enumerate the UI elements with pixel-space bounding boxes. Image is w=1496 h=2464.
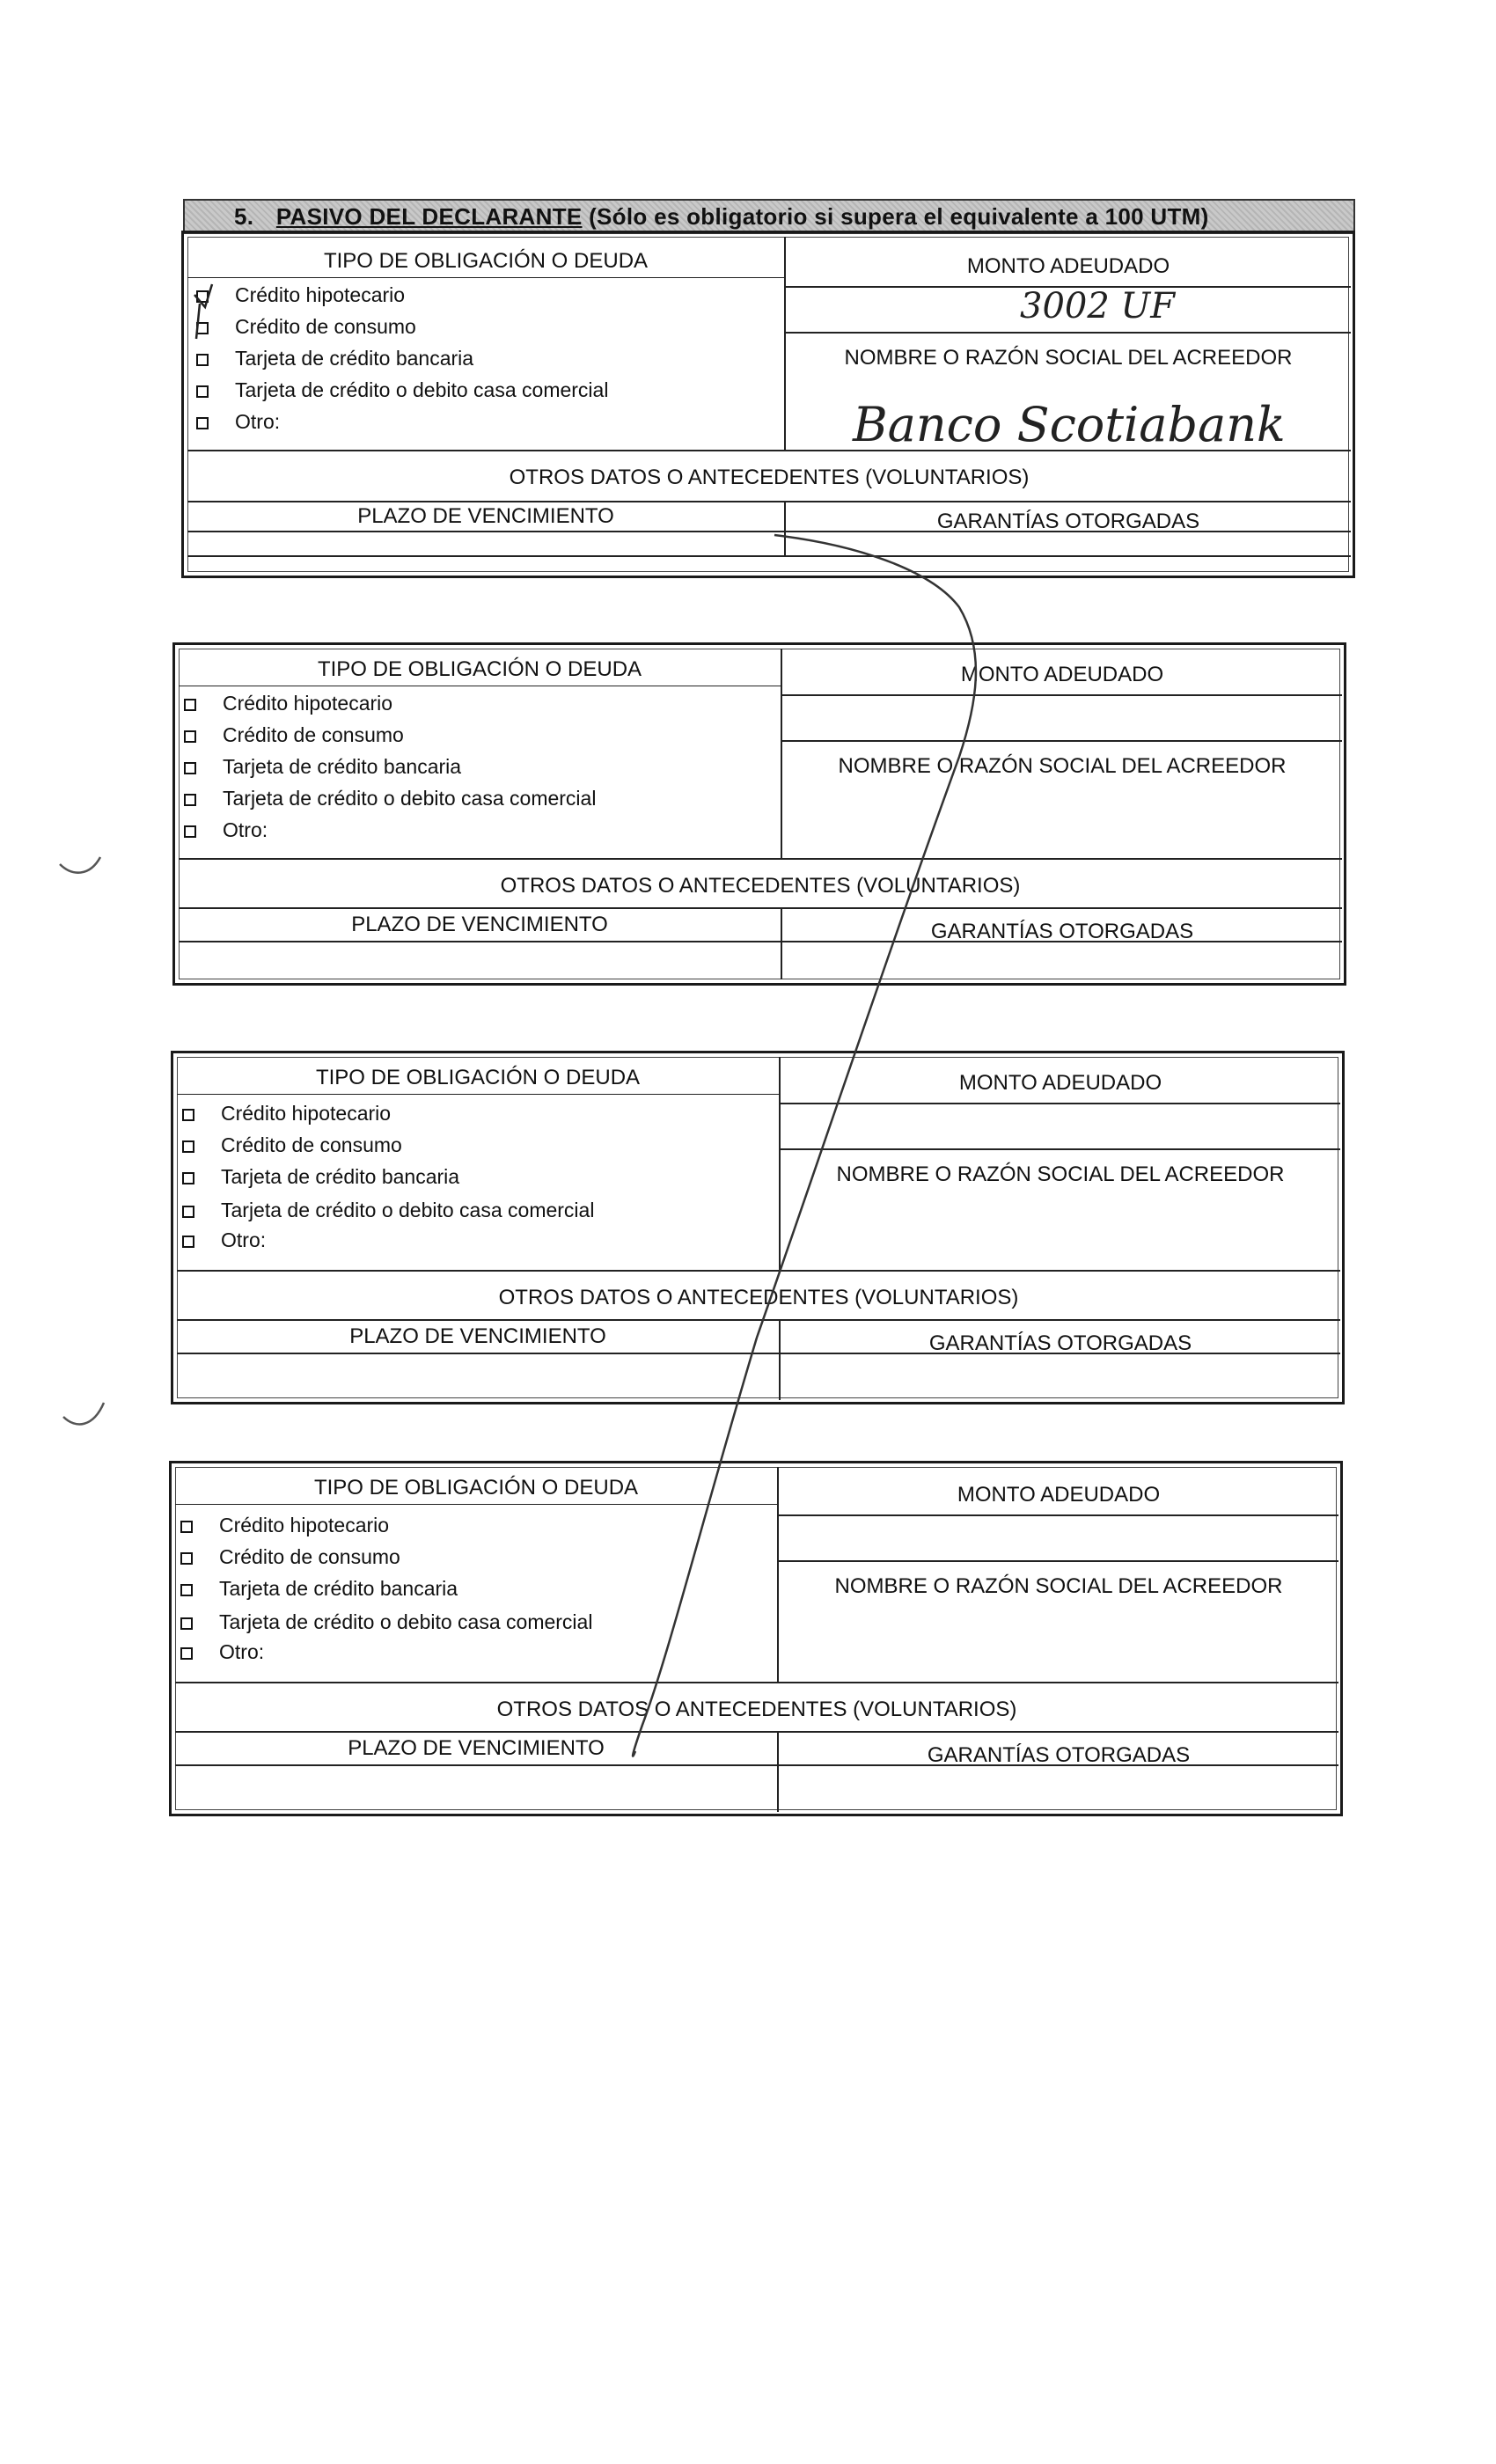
option-credito-consumo[interactable]: Crédito de consumo <box>196 314 416 339</box>
checkbox-icon[interactable] <box>180 1617 193 1630</box>
checkbox-icon[interactable] <box>182 1140 194 1153</box>
plazo-label: PLAZO DE VENCIMIENTO <box>348 1736 605 1760</box>
section-title: PASIVO DEL DECLARANTE <box>275 203 583 230</box>
tipo-label: TIPO DE OBLIGACIÓN O DEUDA <box>323 249 649 273</box>
acreedor-value: Banco Scotiabank <box>853 397 1286 452</box>
garantias-label: GARANTÍAS OTORGADAS <box>928 1331 1192 1355</box>
option-tarjeta-comercial[interactable]: Tarjeta de crédito o debito casa comercial <box>182 1198 594 1222</box>
otros-label: OTROS DATOS O ANTECEDENTES (VOLUNTARIOS) <box>509 466 1030 489</box>
option-credito-hipotecario[interactable]: Crédito hipotecario <box>180 1513 389 1537</box>
section-number: 5. <box>234 203 254 230</box>
monto-value: 3002 UF <box>1020 286 1175 326</box>
option-credito-consumo[interactable]: Crédito de consumo <box>182 1133 402 1157</box>
option-otro[interactable]: Otro: <box>182 1228 266 1252</box>
option-tarjeta-bancaria[interactable]: Tarjeta de crédito bancaria <box>182 1164 459 1189</box>
checkbox-icon[interactable] <box>184 699 196 711</box>
checkbox-icon[interactable] <box>184 730 196 743</box>
monto-label: MONTO ADEUDADO <box>960 663 1164 686</box>
option-otro[interactable]: Otro: <box>196 409 280 434</box>
binder-hole-mark-icon <box>58 1392 111 1445</box>
monto-label: MONTO ADEUDADO <box>966 254 1170 278</box>
option-credito-consumo[interactable]: Crédito de consumo <box>184 722 404 747</box>
checkbox-icon[interactable] <box>184 825 196 838</box>
debt-block-2 <box>172 642 1346 986</box>
checkbox-icon[interactable] <box>196 354 209 366</box>
checkbox-icon[interactable] <box>180 1584 193 1596</box>
section-header <box>183 199 1355 234</box>
garantias-label: GARANTÍAS OTORGADAS <box>927 1743 1191 1767</box>
plazo-label: PLAZO DE VENCIMIENTO <box>351 913 608 936</box>
checkbox-icon[interactable] <box>184 794 196 806</box>
debt-block-4 <box>169 1461 1343 1816</box>
handwritten-check-mark-icon <box>187 277 223 348</box>
option-credito-hipotecario[interactable]: Crédito hipotecario <box>182 1101 391 1126</box>
section-note: (Sólo es obligatorio si supera el equivalente a 100 UTM) <box>589 203 1209 230</box>
tipo-label: TIPO DE OBLIGACIÓN O DEUDA <box>313 1476 639 1500</box>
checkbox-icon[interactable] <box>184 762 196 774</box>
nombre-label: NOMBRE O RAZÓN SOCIAL DEL ACREEDOR <box>836 1162 1285 1186</box>
nombre-label: NOMBRE O RAZÓN SOCIAL DEL ACREEDOR <box>844 346 1293 370</box>
otros-label: OTROS DATOS O ANTECEDENTES (VOLUNTARIOS) <box>496 1698 1017 1721</box>
checkbox-icon[interactable] <box>182 1236 194 1248</box>
checkbox-icon[interactable] <box>180 1521 193 1533</box>
tipo-label: TIPO DE OBLIGACIÓN O DEUDA <box>317 657 642 681</box>
option-tarjeta-bancaria[interactable]: Tarjeta de crédito bancaria <box>196 346 473 370</box>
garantias-label: GARANTÍAS OTORGADAS <box>936 510 1200 533</box>
otros-label: OTROS DATOS O ANTECEDENTES (VOLUNTARIOS) <box>500 874 1021 898</box>
checkbox-icon[interactable] <box>180 1552 193 1565</box>
checkbox-icon[interactable] <box>182 1206 194 1218</box>
option-tarjeta-comercial[interactable]: Tarjeta de crédito o debito casa comercial <box>180 1610 592 1634</box>
nombre-label: NOMBRE O RAZÓN SOCIAL DEL ACREEDOR <box>834 1574 1283 1598</box>
option-credito-consumo[interactable]: Crédito de consumo <box>180 1544 400 1569</box>
monto-label: MONTO ADEUDADO <box>958 1071 1162 1095</box>
checkbox-icon[interactable] <box>196 385 209 398</box>
otros-label: OTROS DATOS O ANTECEDENTES (VOLUNTARIOS) <box>498 1286 1019 1309</box>
option-tarjeta-comercial[interactable]: Tarjeta de crédito o debito casa comercial <box>184 786 596 810</box>
option-tarjeta-bancaria[interactable]: Tarjeta de crédito bancaria <box>180 1576 458 1601</box>
option-otro[interactable]: Otro: <box>180 1639 264 1664</box>
plazo-label: PLAZO DE VENCIMIENTO <box>349 1324 606 1348</box>
checkbox-icon[interactable] <box>196 417 209 429</box>
plazo-label: PLAZO DE VENCIMIENTO <box>357 504 614 528</box>
debt-block-1 <box>181 231 1355 578</box>
binder-hole-mark-icon <box>55 841 107 894</box>
debt-block-3 <box>171 1051 1345 1404</box>
nombre-label: NOMBRE O RAZÓN SOCIAL DEL ACREEDOR <box>838 754 1287 778</box>
checkbox-icon[interactable] <box>182 1172 194 1184</box>
option-credito-hipotecario[interactable]: Crédito hipotecario <box>196 282 405 307</box>
tipo-label: TIPO DE OBLIGACIÓN O DEUDA <box>315 1066 641 1089</box>
option-tarjeta-bancaria[interactable]: Tarjeta de crédito bancaria <box>184 754 461 779</box>
garantias-label: GARANTÍAS OTORGADAS <box>930 920 1194 943</box>
checkbox-icon[interactable] <box>182 1109 194 1121</box>
option-tarjeta-comercial[interactable]: Tarjeta de crédito o debito casa comercial <box>196 378 608 402</box>
option-otro[interactable]: Otro: <box>184 818 268 842</box>
monto-label: MONTO ADEUDADO <box>957 1483 1161 1507</box>
option-credito-hipotecario[interactable]: Crédito hipotecario <box>184 691 392 715</box>
checkbox-icon[interactable] <box>180 1647 193 1660</box>
